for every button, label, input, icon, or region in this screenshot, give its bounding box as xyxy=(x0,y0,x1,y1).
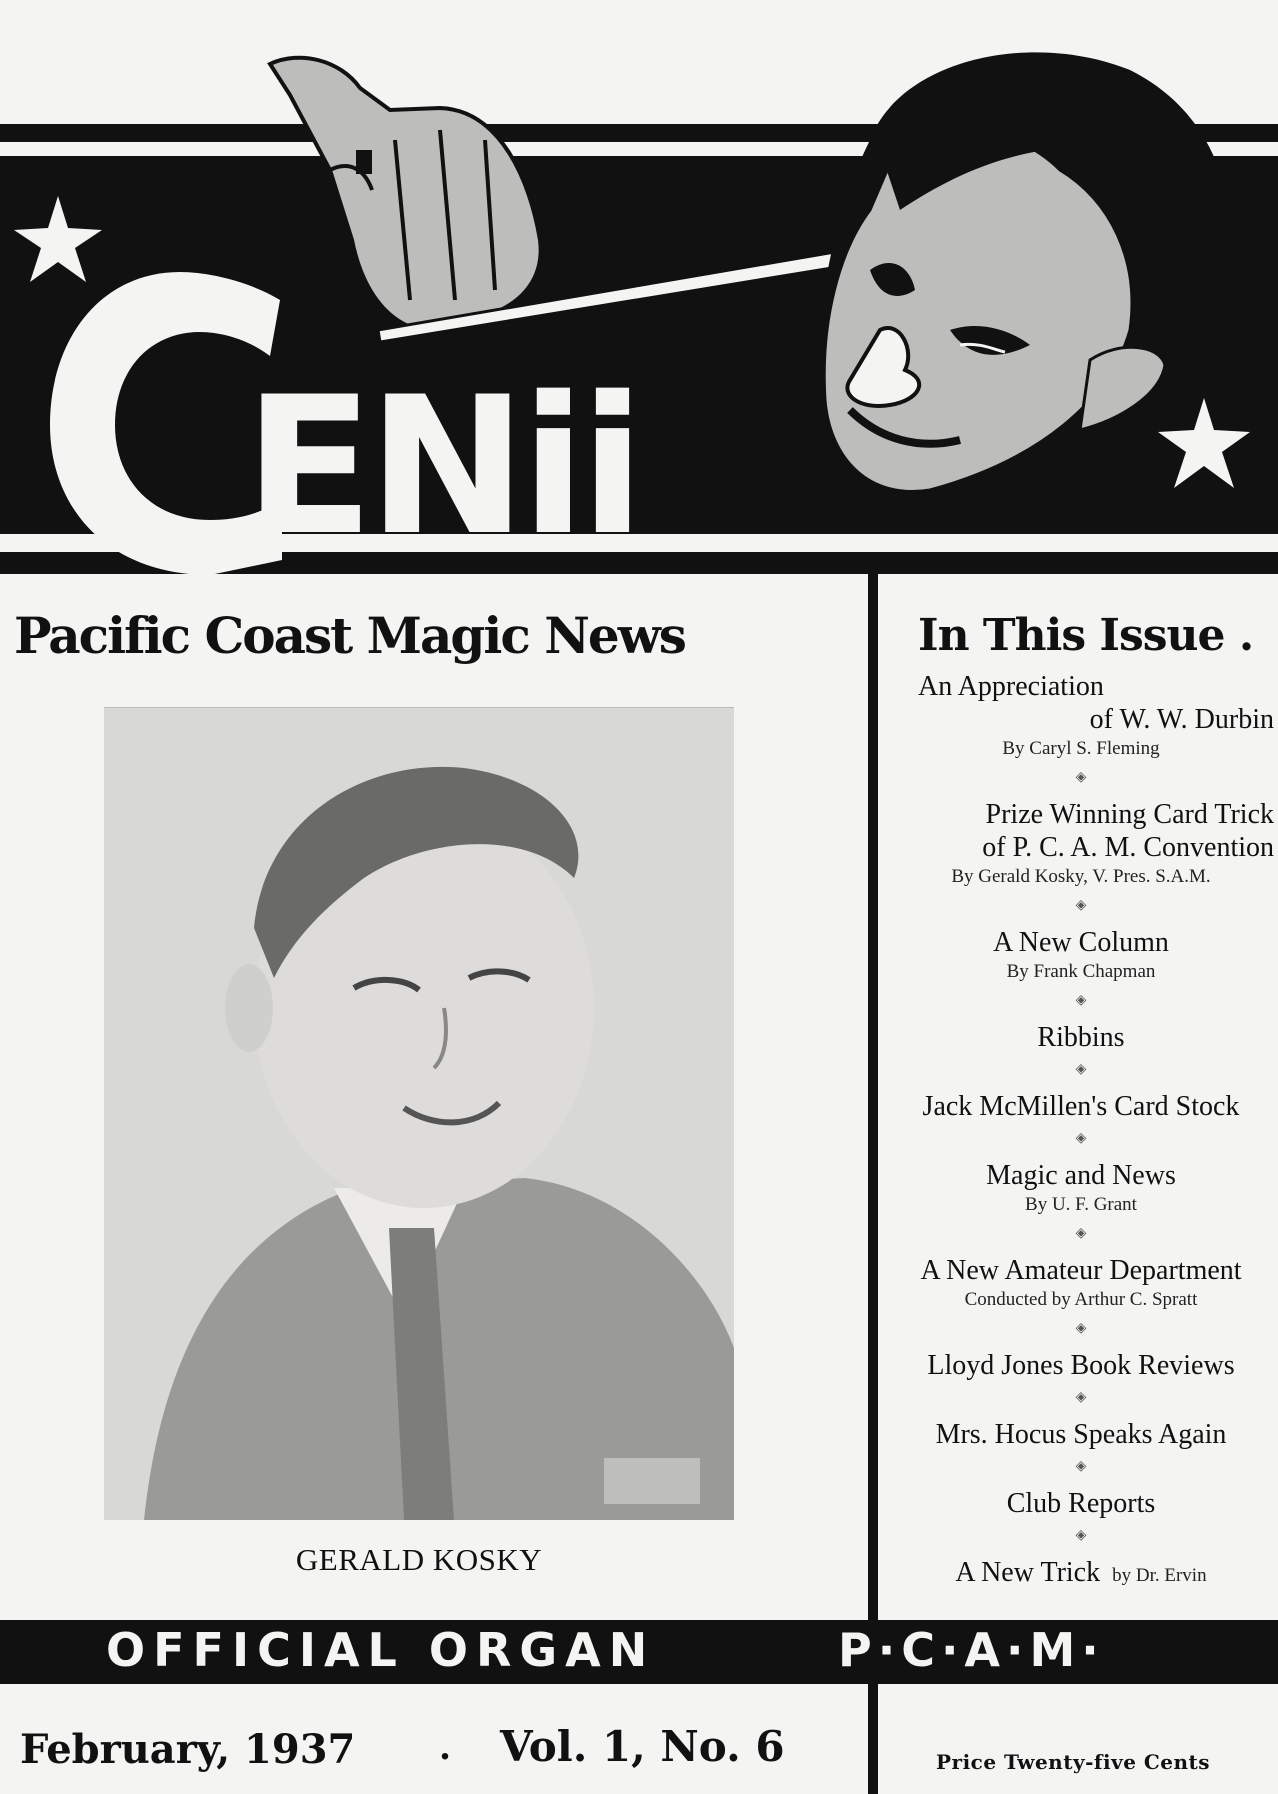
contents-item-author: by Dr. Ervin xyxy=(1112,1565,1207,1586)
contents-item-author: By Caryl S. Fleming xyxy=(1002,738,1160,759)
issue-date: February, 1937 xyxy=(20,1726,356,1773)
contents-item-title: Lloyd Jones Book Reviews xyxy=(927,1350,1235,1381)
star-icon xyxy=(14,196,102,282)
masthead-artwork xyxy=(0,0,1278,600)
contents-item-author: By U. F. Grant xyxy=(1025,1194,1137,1215)
separator-diamond-icon: ◈ xyxy=(1075,1528,1087,1543)
separator-diamond-icon: ◈ xyxy=(1075,1321,1087,1336)
contents-item-title: of P. C. A. M. Convention xyxy=(982,832,1274,863)
footer-separator: . xyxy=(440,1723,450,1768)
contents-item[interactable] xyxy=(888,1090,1274,1123)
contents-item[interactable] xyxy=(888,1556,1274,1589)
contents-item-title: Mrs. Hocus Speaks Again xyxy=(935,1419,1227,1450)
separator-diamond-icon: ◈ xyxy=(1075,993,1087,1008)
contents-item[interactable] xyxy=(888,798,1274,890)
photo-caption: GERALD KOSKY xyxy=(295,1542,543,1577)
contents-item[interactable] xyxy=(888,1487,1274,1520)
contents-list xyxy=(888,670,1274,1589)
contents-item[interactable] xyxy=(888,1418,1274,1451)
organization-name: P·C·A·M· xyxy=(838,1623,1105,1677)
contents-item-title: A New Column xyxy=(993,927,1169,958)
separator-diamond-icon: ◈ xyxy=(1075,1459,1087,1474)
separator-diamond-icon: ◈ xyxy=(1075,1131,1087,1146)
issue-price: Price Twenty-five Cents xyxy=(936,1750,1211,1774)
contents-item-author: By Gerald Kosky, V. Pres. S.A.M. xyxy=(951,866,1211,887)
studio-stamp-mark xyxy=(604,1458,700,1504)
contents-item-title: A New Amateur Department xyxy=(920,1255,1242,1286)
contents-item[interactable] xyxy=(888,1254,1274,1313)
contents-item[interactable] xyxy=(888,926,1274,985)
separator-diamond-icon: ◈ xyxy=(1075,1062,1087,1077)
portrait-photo xyxy=(104,707,734,1520)
contents-item[interactable] xyxy=(888,1349,1274,1382)
contents-item-title: Jack McMillen's Card Stock xyxy=(922,1091,1240,1122)
title-letters-enii: ENii xyxy=(244,356,640,577)
masthead xyxy=(0,0,1278,580)
contents-heading: In This Issue . xyxy=(918,610,1254,661)
contents-item[interactable] xyxy=(888,1021,1274,1054)
star-icon xyxy=(1158,398,1250,488)
separator-diamond-icon: ◈ xyxy=(1075,1390,1087,1405)
official-organ-label: OFFICIAL ORGAN xyxy=(106,1623,656,1677)
contents-item-title: A New Trick xyxy=(955,1557,1101,1588)
separator-diamond-icon: ◈ xyxy=(1075,1226,1087,1241)
contents-item-title: Club Reports xyxy=(1006,1488,1156,1519)
contents-item-title: of W. W. Durbin xyxy=(1089,704,1274,735)
column-divider xyxy=(868,574,878,1794)
contents-item-title: An Appreciation xyxy=(918,671,1104,702)
issue-volume: Vol. 1, No. 6 xyxy=(500,1722,785,1771)
separator-diamond-icon: ◈ xyxy=(1075,770,1087,785)
contents-item-title: Magic and News xyxy=(986,1160,1176,1191)
separator-diamond-icon: ◈ xyxy=(1075,898,1087,913)
contents-item-author: By Frank Chapman xyxy=(1006,961,1156,982)
contents-item-title: Prize Winning Card Trick xyxy=(985,799,1274,830)
contents-item[interactable] xyxy=(888,1159,1274,1218)
magician-face-illustration xyxy=(816,52,1231,491)
subtitle: Pacific Coast Magic News xyxy=(14,606,685,665)
contents-item-author: Conducted by Arthur C. Spratt xyxy=(964,1289,1198,1310)
contents-item[interactable] xyxy=(888,670,1274,762)
contents-item-title: Ribbins xyxy=(1037,1022,1125,1053)
